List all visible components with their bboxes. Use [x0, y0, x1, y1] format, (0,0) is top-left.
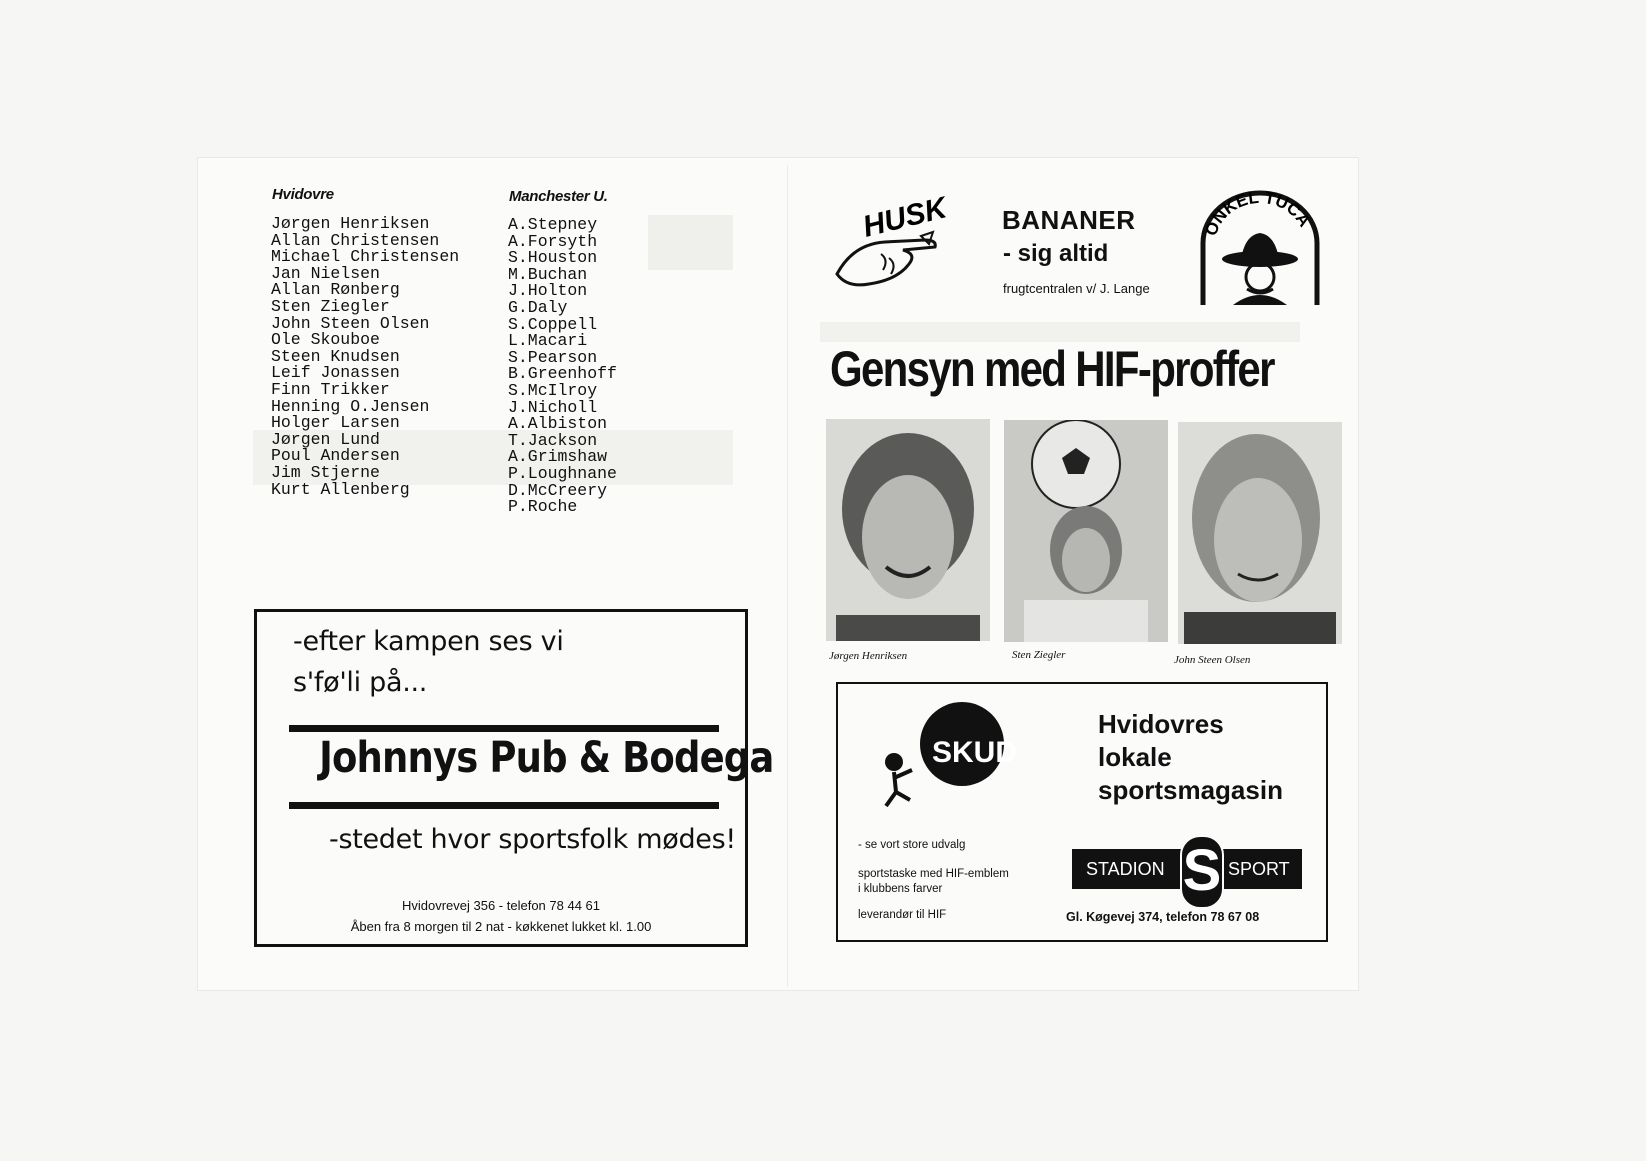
shop-small-2: sportstaske med HIF-emblem: [858, 868, 1009, 880]
sports-shop-advert: [836, 682, 1328, 942]
pub-ad-line1: -efter kampen ses vi: [293, 626, 564, 657]
roster-player: L.Macari: [508, 331, 588, 351]
svg-text:ONKEL TUCA: [1201, 189, 1314, 238]
roster-player: Leif Jonassen: [271, 363, 400, 383]
roster-player: Holger Larsen: [271, 413, 400, 433]
roster-player: Kurt Allenberg: [271, 479, 410, 499]
roster-player: Steen Knudsen: [271, 346, 400, 366]
shop-address: Gl. Køgevej 374, telefon 78 67 08: [1066, 910, 1260, 924]
shop-small-4: leverandør til HIF: [858, 909, 947, 921]
stadion-left-text: STADION: [1086, 859, 1165, 879]
manchester-roster: [508, 217, 617, 516]
photo-caption-1: Jørgen Henriksen: [829, 650, 908, 662]
bananer-text: BANANER: [1002, 205, 1136, 235]
roster-player: A.Forsyth: [508, 231, 598, 251]
roster-player: Jørgen Lund: [271, 429, 380, 449]
player-photo-2: [1004, 420, 1168, 642]
pub-advert: [254, 609, 774, 947]
roster-player: Jan Nielsen: [271, 263, 380, 283]
shop-line-2: lokale: [1098, 742, 1172, 772]
shop-line-3: sportsmagasin: [1098, 775, 1283, 805]
roster-player: Jørgen Henriksen: [271, 214, 430, 233]
pub-ad-tagline: -stedet hvor sportsfolk mødes!: [329, 824, 736, 855]
photo-caption-3: John Steen Olsen: [1174, 654, 1251, 666]
roster-player: G.Daly: [508, 297, 568, 317]
roster-player: Allan Christensen: [271, 230, 440, 250]
roster-player: John Steen Olsen: [271, 313, 430, 333]
shop-small-3: i klubbens farver: [858, 883, 943, 895]
page-fold: [787, 165, 788, 987]
pub-ad-address: Hvidovrevej 356 - telefon 78 44 61: [401, 898, 600, 913]
skud-text: SKUD: [932, 736, 1016, 769]
stadion-sport-logo: [1072, 838, 1302, 903]
photo-caption-2: Sten Ziegler: [1012, 649, 1066, 661]
husk-text: HUSK: [859, 192, 951, 244]
show-through-mark: [648, 215, 733, 270]
pub-ad-rule-top: [289, 725, 719, 732]
roster-player: Michael Christensen: [271, 247, 460, 267]
onkel-tuca-logo-icon: [1197, 189, 1323, 312]
team-name-hvidovre: Hvidovre: [272, 186, 334, 203]
roster-player: P.Roche: [508, 497, 578, 517]
stadion-right-text: SPORT: [1228, 859, 1290, 879]
roster-player: J.Nicholl: [508, 397, 598, 417]
hvidovre-roster: [271, 216, 459, 498]
roster-player: A.Grimshaw: [508, 447, 608, 467]
roster-player: Ole Skouboe: [271, 330, 380, 350]
roster-player: S.Coppell: [508, 314, 598, 334]
pub-ad-line2: s'fø'li på...: [293, 667, 428, 698]
roster-player: B.Greenhoff: [508, 364, 617, 384]
roster-player: Finn Trikker: [271, 379, 390, 399]
roster-player: Poul Andersen: [271, 446, 400, 466]
roster-player: Jim Stjerne: [271, 462, 380, 482]
roster-player: A.Albiston: [508, 414, 608, 434]
roster-player: D.McCreery: [508, 480, 608, 500]
onkel-tuca-text: ONKEL TUCA: [1201, 189, 1315, 239]
roster-player: S.Houston: [508, 248, 598, 268]
shop-small-1: - se vort store udvalg: [858, 839, 966, 851]
shop-line-1: Hvidovres: [1098, 709, 1224, 739]
pub-ad-rule-bottom: [289, 802, 719, 809]
player-photo-1: [826, 419, 990, 641]
player-photo-3: [1178, 422, 1342, 644]
roster-player: S.McIlroy: [508, 380, 598, 400]
pub-ad-hours: Åben fra 8 morgen til 2 nat - køkkenet lukket kl. 1.00: [350, 919, 652, 934]
roster-player: P.Loughnane: [508, 463, 617, 483]
team-name-manchester: Manchester U.: [509, 188, 608, 205]
roster-player: J.Holton: [508, 281, 588, 301]
page-headline: Gensyn med HIF-proffer: [830, 341, 1274, 397]
roster-player: Henning O.Jensen: [271, 396, 430, 416]
roster-player: A.Stepney: [508, 215, 598, 234]
skud-logo-icon: [866, 700, 1016, 815]
roster-player: Sten Ziegler: [271, 296, 390, 316]
stadion-s-text: S: [1180, 835, 1224, 909]
roster-player: Allan Rønberg: [271, 280, 400, 300]
roster-player: T.Jackson: [508, 430, 598, 450]
pub-name: Johnnys Pub & Bodega: [319, 733, 774, 783]
fruit-company-text: frugtcentralen v/ J. Lange: [1003, 281, 1150, 296]
roster-player: M.Buchan: [508, 264, 588, 284]
roster-player: S.Pearson: [508, 347, 598, 367]
show-through-mark: [820, 322, 1300, 342]
sig-altid-text: - sig altid: [1003, 240, 1109, 267]
pointing-hand-icon: [833, 192, 953, 297]
